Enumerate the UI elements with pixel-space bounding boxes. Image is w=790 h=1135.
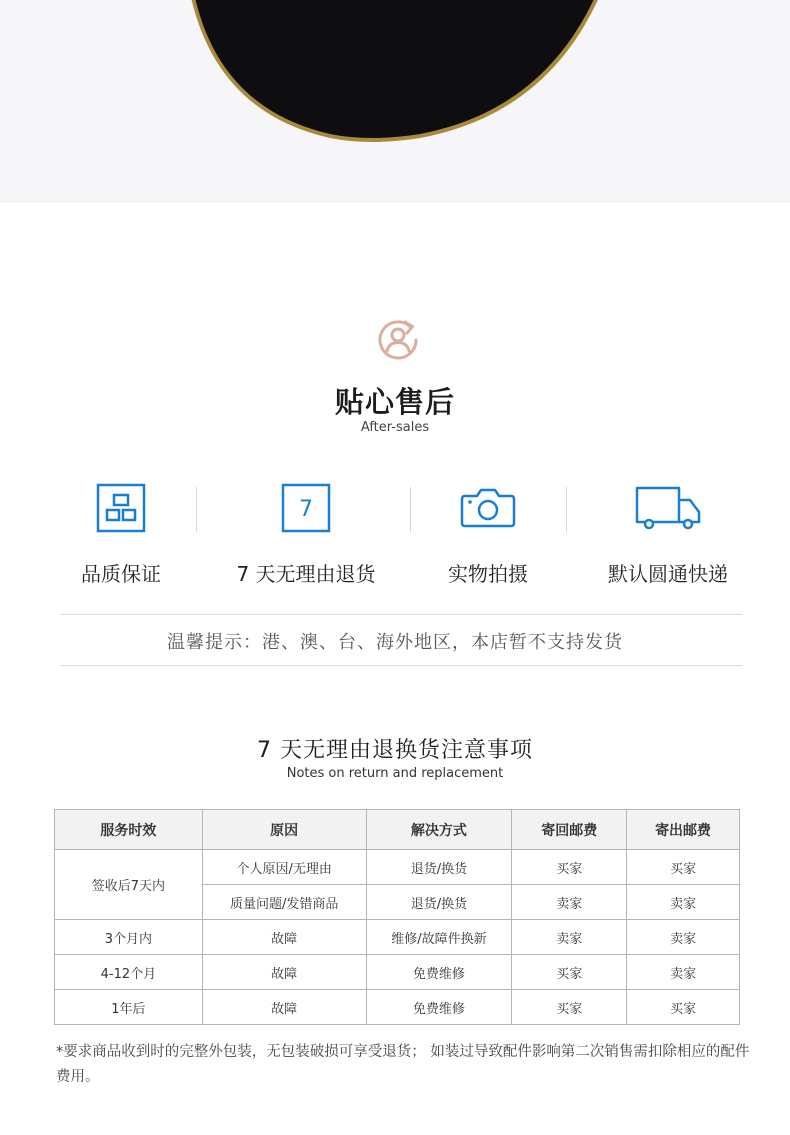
table-row	[55, 955, 740, 990]
user-circle-refresh-icon	[375, 317, 421, 363]
table-row	[55, 850, 740, 885]
return-fee-cell: 卖家	[512, 885, 627, 920]
solution-cell: 维修/故障件换新	[366, 920, 512, 955]
column-header: 寄回邮费	[512, 810, 627, 850]
reason-cell: 个人原因/无理由	[202, 850, 366, 885]
feature-label: 实物拍摄	[448, 562, 528, 586]
reason-cell: 故障	[202, 920, 366, 955]
feature-row	[0, 478, 790, 588]
reason-cell: 质量问题/发错商品	[202, 885, 366, 920]
column-header: 原因	[202, 810, 366, 850]
ship-fee-cell: 买家	[627, 990, 740, 1025]
feature-default-courier	[573, 478, 763, 588]
solution-cell: 免费维修	[366, 955, 512, 990]
ship-fee-cell: 买家	[627, 850, 740, 885]
notice-top-divider	[60, 614, 742, 615]
delivery-truck-icon	[634, 485, 702, 531]
reason-cell: 故障	[202, 990, 366, 1025]
return-footnote: *要求商品收到时的完整外包装，无包装破损可享受退货； 如装过导致配件影响第二次销售需扣除相应的配件费用。	[56, 1044, 750, 1085]
table-row	[55, 920, 740, 955]
column-header: 解决方式	[366, 810, 512, 850]
seven-day-icon	[281, 483, 331, 533]
period-cell: 3个月内	[55, 920, 203, 955]
table-header-row	[55, 810, 740, 850]
returns-table	[54, 809, 740, 1025]
returns-title: 7 天无理由退换货注意事项	[257, 738, 533, 763]
period-cell: 签收后7天内	[55, 850, 203, 920]
return-fee-cell: 买家	[512, 850, 627, 885]
feature-7day-return	[211, 478, 401, 588]
reason-cell: 故障	[202, 955, 366, 990]
solution-cell: 免费维修	[366, 990, 512, 1025]
product-photo	[0, 0, 790, 203]
shipping-notice: 温馨提示：港、澳、台、海外地区，本店暂不支持发货	[167, 632, 623, 653]
after-sales-title: 贴心售后	[334, 385, 455, 419]
feature-quality	[26, 478, 216, 588]
column-header: 寄出邮费	[627, 810, 740, 850]
notice-bottom-divider	[60, 665, 742, 666]
solution-cell: 退货/换货	[366, 850, 512, 885]
after-sales-subtitle: After-sales	[360, 420, 430, 435]
return-fee-cell: 买家	[512, 955, 627, 990]
quality-box-icon	[96, 483, 146, 533]
seven-day-icon-text: 7	[299, 497, 313, 522]
ship-fee-cell: 卖家	[627, 955, 740, 990]
returns-subtitle: Notes on return and replacement	[286, 766, 504, 781]
feature-divider	[566, 487, 567, 532]
feature-label: 7 天无理由退货	[236, 562, 376, 586]
return-fee-cell: 买家	[512, 990, 627, 1025]
return-fee-cell: 卖家	[512, 920, 627, 955]
camera-icon	[459, 487, 517, 529]
feature-divider	[410, 487, 411, 532]
table-row	[55, 990, 740, 1025]
ship-fee-cell: 卖家	[627, 920, 740, 955]
ship-fee-cell: 卖家	[627, 885, 740, 920]
feature-divider	[196, 487, 197, 532]
solution-cell: 退货/换货	[366, 885, 512, 920]
period-cell: 1年后	[55, 990, 203, 1025]
feature-real-photos	[393, 478, 583, 588]
feature-label: 品质保证	[81, 562, 161, 586]
feature-label: 默认圆通快递	[608, 562, 728, 586]
column-header: 服务时效	[55, 810, 203, 850]
period-cell: 4-12个月	[55, 955, 203, 990]
